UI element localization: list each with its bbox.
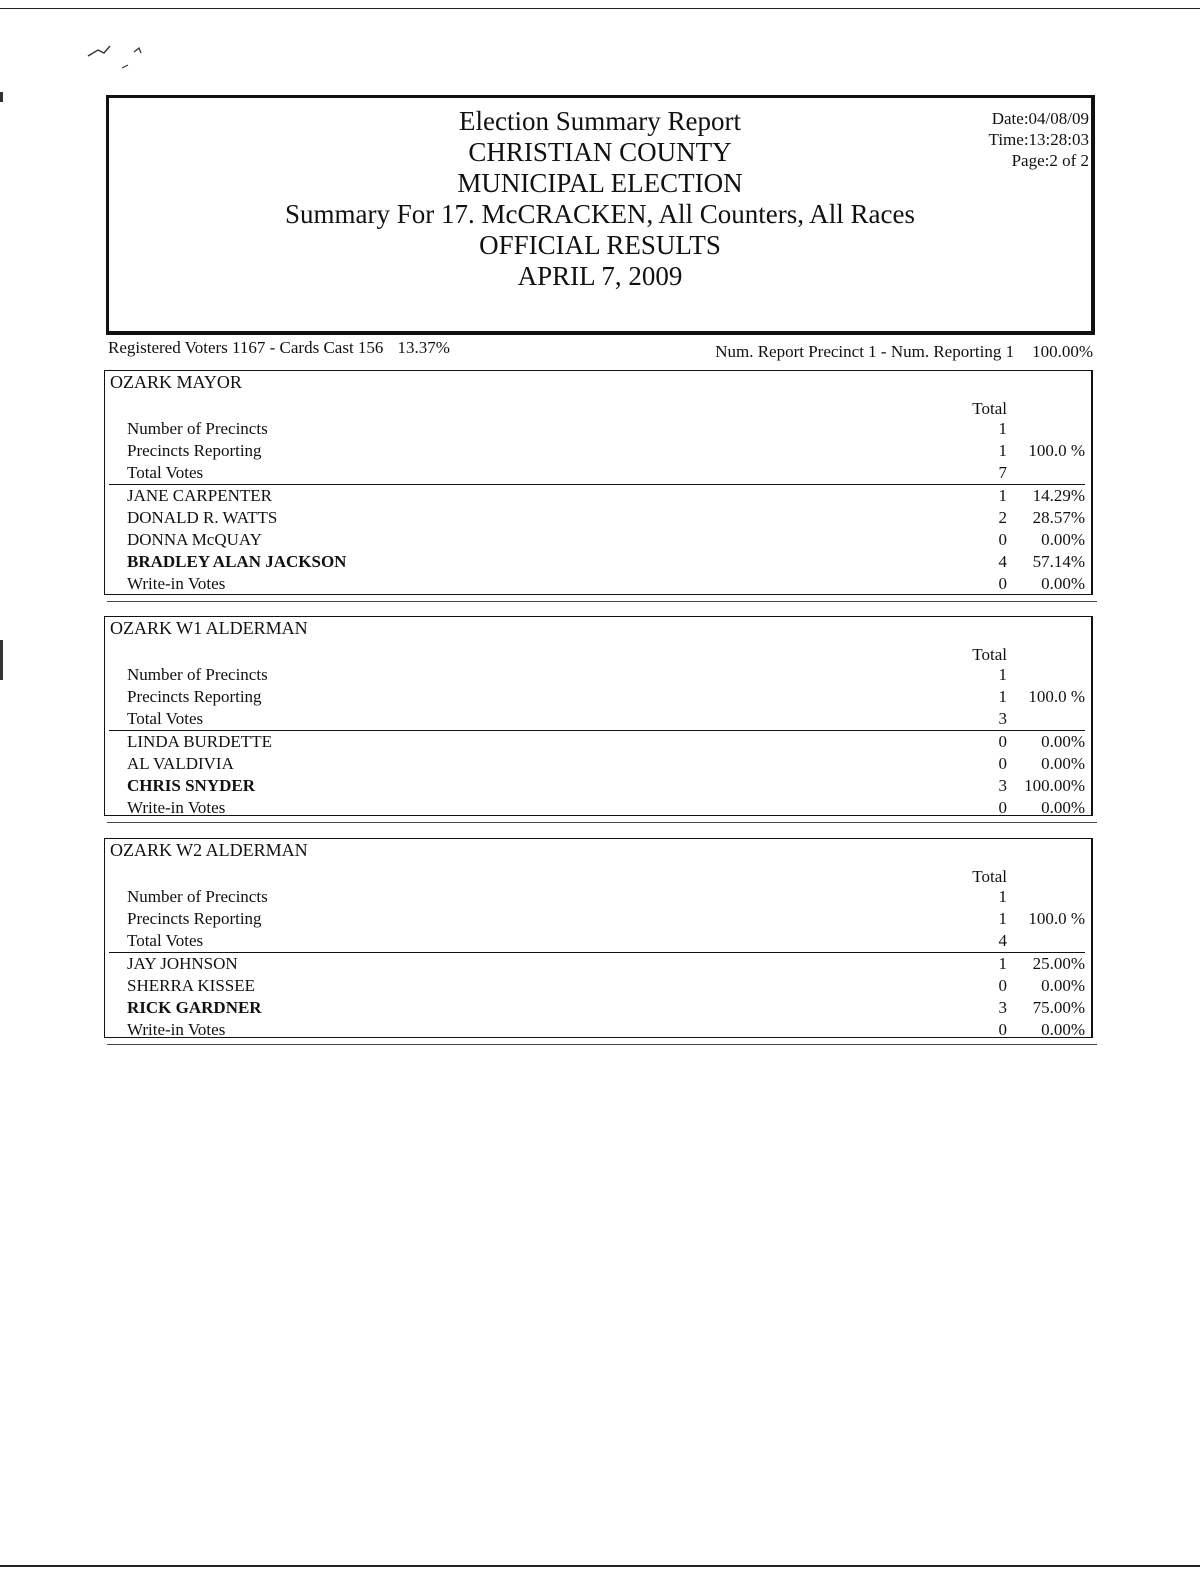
total-column-header: Total	[972, 399, 1007, 418]
stat-value: 7	[998, 463, 1007, 482]
report-title-block	[109, 106, 1091, 292]
total-header-row	[105, 644, 1091, 664]
stat-percent: 100.0 %	[1028, 441, 1085, 460]
race-underline	[107, 822, 1097, 823]
candidate-percent: 0.00%	[1041, 1020, 1085, 1039]
candidate-percent: 75.00%	[1032, 998, 1085, 1017]
page-number: Page:2 of 2	[1011, 151, 1089, 170]
race-results	[105, 644, 1091, 819]
precinct-reporting-text: Num. Report Precinct 1 - Num. Reporting 1	[715, 342, 1015, 361]
candidate-row	[105, 975, 1091, 997]
candidate-votes: 3	[998, 776, 1007, 795]
winner-row	[105, 551, 1091, 573]
stat-value: 3	[998, 709, 1007, 728]
candidate-percent: 0.00%	[1041, 732, 1085, 751]
candidate-row	[105, 485, 1091, 507]
turnout-percent: 13.37%	[397, 338, 450, 357]
report-meta	[989, 108, 1089, 171]
candidate-percent: 28.57%	[1032, 508, 1085, 527]
summary-scope: Summary For 17. McCRACKEN, All Counters, All Races	[285, 199, 915, 229]
registered-voters	[108, 338, 450, 358]
race-box-ozark-mayor	[104, 370, 1093, 595]
candidate-percent: 100.00%	[1024, 776, 1085, 795]
stat-row	[105, 708, 1091, 730]
candidate-name: DONALD R. WATTS	[127, 508, 278, 527]
stat-value: 1	[998, 419, 1007, 438]
stat-row	[105, 462, 1091, 484]
total-header-row	[105, 866, 1091, 886]
candidate-percent: 57.14%	[1032, 552, 1085, 571]
registered-voters-text: Registered Voters 1167 - Cards Cast 156	[108, 338, 384, 357]
candidate-votes: 0	[998, 530, 1007, 549]
candidate-name: SHERRA KISSEE	[127, 976, 255, 995]
candidate-row	[105, 753, 1091, 775]
candidate-name: DONNA McQUAY	[127, 530, 262, 549]
race-results	[105, 866, 1091, 1041]
candidate-percent: 0.00%	[1041, 976, 1085, 995]
candidate-name: JANE CARPENTER	[127, 486, 272, 505]
candidate-percent: 0.00%	[1041, 530, 1085, 549]
county-name: CHRISTIAN COUNTY	[468, 137, 732, 167]
winner-row	[105, 997, 1091, 1019]
candidate-percent: 25.00%	[1032, 954, 1085, 973]
stat-row	[105, 664, 1091, 686]
election-date: APRIL 7, 2009	[517, 261, 683, 291]
race-title: OZARK W1 ALDERMAN	[110, 618, 308, 638]
candidate-votes: 0	[998, 976, 1007, 995]
report-time: Time:13:28:03	[988, 130, 1089, 149]
report-title: Election Summary Report	[459, 106, 741, 136]
candidate-votes: 0	[998, 732, 1007, 751]
stat-percent: 100.0 %	[1028, 687, 1085, 706]
candidate-name: LINDA BURDETTE	[127, 732, 272, 751]
precinct-reporting	[715, 342, 1093, 362]
candidate-votes: 0	[998, 1020, 1007, 1039]
stat-label: Total Votes	[127, 463, 204, 482]
candidate-row	[105, 529, 1091, 551]
candidate-name: BRADLEY ALAN JACKSON	[127, 552, 347, 571]
reporting-percent: 100.00%	[1032, 342, 1093, 361]
stat-label: Number of Precincts	[127, 419, 268, 438]
candidate-percent: 0.00%	[1041, 798, 1085, 817]
candidate-votes: 0	[998, 798, 1007, 817]
candidate-name: AL VALDIVIA	[127, 754, 234, 773]
candidate-votes: 4	[998, 552, 1007, 571]
candidate-row	[105, 731, 1091, 753]
candidate-votes: 1	[998, 486, 1007, 505]
scan-bottom-rule	[0, 1565, 1200, 1567]
candidate-percent: 0.00%	[1041, 754, 1085, 773]
race-title: OZARK MAYOR	[110, 372, 242, 392]
total-header-row	[105, 398, 1091, 418]
race-underline	[107, 1044, 1097, 1045]
stat-value: 1	[998, 887, 1007, 906]
stat-label: Precincts Reporting	[127, 687, 262, 706]
stat-row	[105, 930, 1091, 952]
report-date: Date:04/08/09	[991, 109, 1089, 128]
race-box-ozark-w2-alderman	[104, 838, 1093, 1038]
race-underline	[107, 601, 1097, 602]
stat-value: 1	[998, 441, 1007, 460]
candidate-name: RICK GARDNER	[127, 998, 262, 1017]
candidate-votes: 0	[998, 754, 1007, 773]
scan-top-rule	[0, 8, 1200, 9]
candidate-row	[105, 953, 1091, 975]
write-in-row	[105, 573, 1091, 595]
stat-row	[105, 908, 1091, 930]
report-header-box	[106, 95, 1095, 335]
scan-edge-mark	[0, 640, 3, 680]
stat-row	[105, 440, 1091, 462]
stat-label: Number of Precincts	[127, 665, 268, 684]
stat-value: 1	[998, 909, 1007, 928]
stat-value: 1	[998, 687, 1007, 706]
stat-label: Precincts Reporting	[127, 441, 262, 460]
candidate-percent: 14.29%	[1032, 486, 1085, 505]
turnout-summary	[108, 338, 1093, 362]
stat-value: 1	[998, 665, 1007, 684]
total-column-header: Total	[972, 867, 1007, 886]
candidate-name: Write-in Votes	[127, 574, 226, 593]
candidate-votes: 3	[998, 998, 1007, 1017]
candidate-votes: 0	[998, 574, 1007, 593]
stat-label: Total Votes	[127, 709, 204, 728]
race-title: OZARK W2 ALDERMAN	[110, 840, 308, 860]
stat-row	[105, 418, 1091, 440]
candidate-name: Write-in Votes	[127, 1020, 226, 1039]
scan-edge-mark	[0, 92, 3, 102]
candidate-percent: 0.00%	[1041, 574, 1085, 593]
candidate-votes: 2	[998, 508, 1007, 527]
stat-value: 4	[998, 931, 1007, 950]
candidate-votes: 1	[998, 954, 1007, 973]
results-status: OFFICIAL RESULTS	[479, 230, 721, 260]
candidate-row	[105, 507, 1091, 529]
stat-label: Number of Precincts	[127, 887, 268, 906]
stat-label: Total Votes	[127, 931, 204, 950]
pen-scribble	[84, 38, 154, 78]
stat-row	[105, 686, 1091, 708]
candidate-name: CHRIS SNYDER	[127, 776, 255, 795]
stat-percent: 100.0 %	[1028, 909, 1085, 928]
candidate-name: Write-in Votes	[127, 798, 226, 817]
write-in-row	[105, 797, 1091, 819]
candidate-name: JAY JOHNSON	[127, 954, 238, 973]
write-in-row	[105, 1019, 1091, 1041]
total-column-header: Total	[972, 645, 1007, 664]
race-box-ozark-w1-alderman	[104, 616, 1093, 816]
stat-label: Precincts Reporting	[127, 909, 262, 928]
election-name: MUNICIPAL ELECTION	[457, 168, 743, 198]
stat-row	[105, 886, 1091, 908]
race-results	[105, 398, 1091, 595]
winner-row	[105, 775, 1091, 797]
